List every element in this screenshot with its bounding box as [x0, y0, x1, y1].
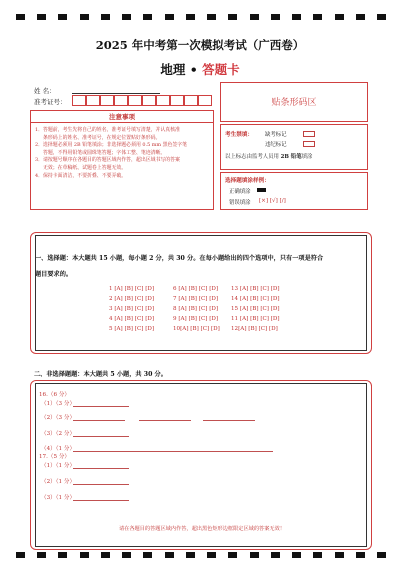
alignment-mark [207, 552, 216, 558]
exam-number-box[interactable] [156, 95, 170, 106]
q17-part-1: （1）（1 分） [41, 463, 76, 469]
notice-item: 答题，不得用铅笔或圆珠笔答题；字体工整、笔迹清晰。 [43, 149, 166, 156]
name-label: 姓 名： [34, 87, 56, 95]
alignment-mark [58, 552, 67, 558]
exam-number-box[interactable] [198, 95, 212, 106]
q16-part-3: （3）（2 分） [41, 431, 76, 437]
barcode-area-label: 贴条形码区 [271, 98, 317, 108]
wrong-fill-label: 错误填涂 [229, 200, 251, 206]
alignment-mark [186, 14, 195, 20]
notice-box [30, 110, 214, 210]
q17-part-1-answer[interactable] [73, 468, 129, 469]
wrong-fill-samples: [×] [√] [/] [259, 198, 286, 204]
section-open-title: 二、非选择题题：本大题共 5 小题，共 30 分。 [34, 371, 167, 378]
q17-part-2-answer[interactable] [73, 484, 129, 485]
notice-item: 2．选择题必须用 2B 铅笔填涂；非选择题必须用 0.5 mm 黑色签字笔 [35, 142, 188, 149]
card-label: 答题卡 [202, 62, 240, 77]
discipline-note [225, 152, 312, 160]
exam-number-box[interactable] [100, 95, 114, 106]
q16-part-2: （2）（3 分） [41, 415, 76, 421]
question-17: 17.（5 分） [39, 454, 71, 460]
alignment-mark [292, 552, 301, 558]
question-16: 16.（6 分） [39, 392, 71, 398]
section-open [30, 380, 372, 550]
exam-number-box[interactable] [128, 95, 142, 106]
exam-title: 2025 年中考第一次模拟考试（广西卷） [95, 38, 305, 52]
section-choice-title-2: 题目要求的。 [35, 271, 73, 278]
fill-example-box [220, 172, 368, 210]
discipline-note-pre: 以上标志由监考人员用 [225, 154, 281, 160]
notice-item: 条形码上的姓名、准考证号，在规定位置贴好条形码。 [43, 134, 161, 141]
alignment-mark [271, 552, 280, 558]
barcode-area [220, 82, 368, 122]
alignment-mark [165, 552, 174, 558]
q16-part-2-answer[interactable] [73, 420, 125, 421]
alignment-mark [122, 14, 131, 20]
alignment-mark [101, 552, 110, 558]
discipline-note-bold: 2B 铅笔 [280, 154, 302, 160]
alignment-mark [377, 14, 386, 20]
choice-row[interactable]: 11 [A] [B] [C] [D] [231, 316, 280, 322]
choice-row[interactable]: 15 [A] [B] [C] [D] [231, 306, 280, 312]
choice-row[interactable]: 7 [A] [B] [C] [D] [173, 296, 219, 302]
subject-label: 地理 [160, 62, 186, 77]
violation-mark-label: 违纪标记 [265, 142, 287, 148]
alignment-mark [143, 14, 152, 20]
q16-part-1-answer[interactable] [73, 406, 129, 407]
choice-row[interactable]: 9 [A] [B] [C] [D] [173, 316, 219, 322]
alignment-mark [58, 14, 67, 20]
exam-number-box[interactable] [86, 95, 100, 106]
alignment-mark [356, 14, 365, 20]
discipline-box [220, 124, 368, 170]
alignment-mark [80, 14, 89, 20]
q16-part-2-answer[interactable] [139, 420, 191, 421]
q17-part-3-answer[interactable] [73, 500, 129, 501]
discipline-label: 考生禁填： [225, 132, 253, 138]
correct-fill-label: 正确填涂 [229, 189, 251, 195]
alignment-mark [271, 14, 280, 20]
alignment-mark [143, 552, 152, 558]
alignment-mark [37, 14, 46, 20]
choice-row[interactable]: 8 [A] [B] [C] [D] [173, 306, 219, 312]
alignment-mark [122, 552, 131, 558]
section-choice [30, 232, 372, 354]
q17-part-3: （3）（1 分） [41, 495, 76, 501]
choice-row[interactable]: 12[A] [B] [C] [D] [231, 326, 278, 332]
alignment-mark [80, 552, 89, 558]
alignment-mark [250, 14, 259, 20]
alignment-mark [228, 552, 237, 558]
title-dot: • [185, 62, 203, 77]
violation-mark-box[interactable] [303, 141, 315, 147]
choice-row[interactable]: 13 [A] [B] [C] [D] [231, 286, 280, 292]
exam-number-box[interactable] [184, 95, 198, 106]
notice-item: 1．答题前，考生先将自己的姓名，准考证号填写清楚，并认真核准 [35, 127, 180, 133]
discipline-note-post: 填涂 [301, 154, 313, 160]
alignment-mark [186, 552, 195, 558]
exam-number-box[interactable] [142, 95, 156, 106]
choice-row[interactable]: 10[A] [B] [C] [D] [173, 326, 220, 332]
exam-number-boxes[interactable] [72, 95, 212, 106]
alignment-mark [228, 14, 237, 20]
exam-number-box[interactable] [114, 95, 128, 106]
choice-row[interactable]: 2 [A] [B] [C] [D] [109, 296, 155, 302]
choice-row[interactable]: 6 [A] [B] [C] [D] [173, 286, 219, 292]
choice-inner-border [35, 235, 367, 351]
q16-part-4: （4）（1 分） [41, 446, 76, 452]
q16-part-4-answer[interactable] [73, 451, 273, 452]
notice-item: 无效；在草稿纸、试题卷上答题无效。 [43, 164, 127, 171]
q16-part-3-answer[interactable] [73, 436, 129, 437]
q16-part-2-answer[interactable] [203, 420, 255, 421]
top-alignment-marks [0, 14, 400, 24]
alignment-mark [207, 14, 216, 20]
choice-row[interactable]: 14 [A] [B] [C] [D] [231, 296, 280, 302]
q16-part-1: （1）（3 分） [41, 401, 76, 407]
alignment-mark [101, 14, 110, 20]
alignment-mark [335, 14, 344, 20]
name-field[interactable] [72, 93, 160, 94]
choice-row[interactable]: 3 [A] [B] [C] [D] [109, 306, 155, 312]
alignment-mark [16, 552, 25, 558]
exam-number-box[interactable] [170, 95, 184, 106]
alignment-mark [313, 14, 322, 20]
notice-item: 4．保持卡面清洁，不要折叠、不要弄破。 [35, 172, 127, 179]
alignment-mark [37, 552, 46, 558]
bottom-alignment-marks [0, 552, 400, 562]
alignment-mark [356, 552, 365, 558]
missing-mark-label: 缺考标记 [265, 132, 287, 138]
choice-row[interactable]: 4 [A] [B] [C] [D] [109, 316, 155, 322]
alignment-mark [165, 14, 174, 20]
open-inner-border [35, 383, 367, 547]
alignment-mark [335, 552, 344, 558]
notice-title: 注意事项 [31, 111, 213, 123]
section-choice-title-1: 一、选择题：本大题共 15 小题，每小题 2 分，共 30 分。在每小题给出的四个选项中，只有一项是符合 [35, 255, 324, 262]
alignment-mark [16, 14, 25, 20]
alignment-mark [313, 552, 322, 558]
alignment-mark [250, 552, 259, 558]
answer-card-title [0, 60, 400, 78]
exam-number-label: 准考证号： [34, 98, 67, 106]
fill-example-title: 选择题填涂样例： [225, 178, 270, 184]
correct-fill-sample [257, 188, 266, 192]
missing-mark-box[interactable] [303, 131, 315, 137]
choice-row[interactable]: 1 [A] [B] [C] [D] [109, 286, 155, 292]
exam-number-box[interactable] [72, 95, 86, 106]
q17-part-2: （2）（1 分） [41, 479, 76, 485]
alignment-mark [377, 552, 386, 558]
notice-item: 3．请按题号顺序在各题目的答题区域内作答，超出区域书写的答案 [35, 157, 180, 164]
alignment-mark [292, 14, 301, 20]
choice-row[interactable]: 5 [A] [B] [C] [D] [109, 326, 155, 332]
footer-warning: 请在各题目的答题区域内作答，超出黑色矩形边框限定区域的答案无效！ [118, 526, 285, 532]
